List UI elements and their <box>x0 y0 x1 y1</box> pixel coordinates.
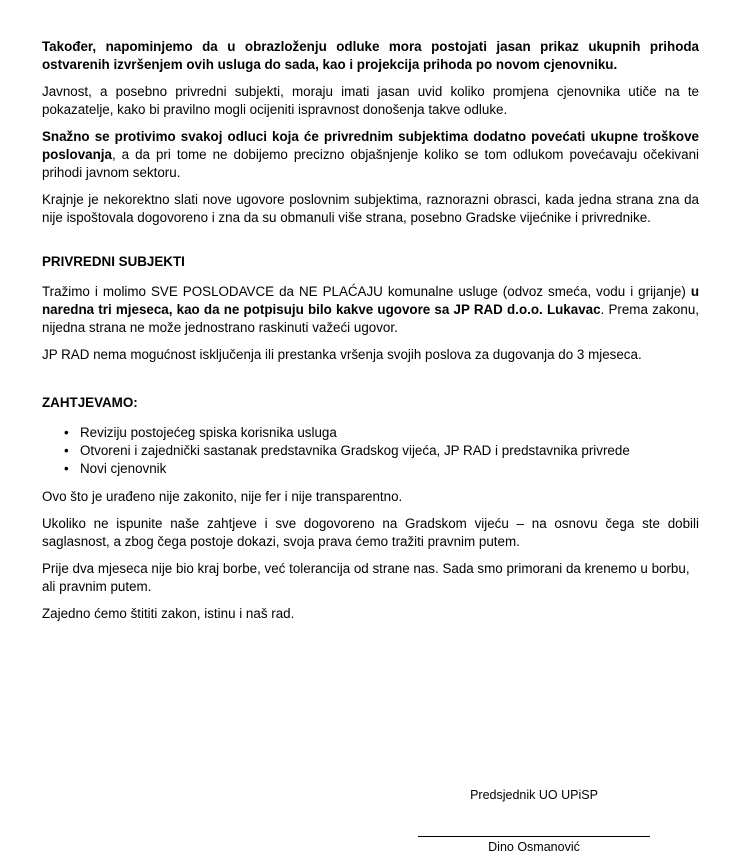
employers-request-bold: u naredna tri mjeseca, kao da ne potpisuju bilo kakve ugovore sa JP RAD d.o.o. Lukavac <box>42 284 699 317</box>
document-body <box>42 38 699 632</box>
list-item <box>66 424 699 442</box>
paragraph-employers-request <box>42 283 699 337</box>
demand-text: Otvoreni i zajednički sastanak predstavnika Gradskog vijeća, JP RAD i predstavnika privrede <box>80 443 630 458</box>
paragraph-two-months: Prije dva mjeseca nije bio kraj borbe, već tolerancija od strane nas. Sada smo primorani da krenemo u borbu, ali pravnim putem. <box>42 561 690 594</box>
bullet-icon: • <box>64 443 69 458</box>
heading-zahtjevamo: ZAHTJEVAMO: <box>42 395 138 410</box>
heading-privredni-subjekti: PRIVREDNI SUBJEKTI <box>42 254 185 269</box>
opposition-rest-text: , a da pri tome ne dobijemo precizno objašnjenje koliko se tom odlukom povećavaju očekivani prihodi javnom sektoru. <box>42 147 699 180</box>
paragraph-opposition <box>42 128 699 182</box>
paragraph-public-insight: Javnost, a posebno privredni subjekti, moraju imati jasan uvid koliko promjena cjenovnika utiče na te pokazatelje, kako bi pravilno mogli ocijeniti ispravnost donošenja takve odluke. <box>42 84 699 117</box>
paragraph-contracts: Krajnje je nekorektno slati nove ugovore poslovnim subjektima, raznorazni obrasci, kada jedna strana zna da nije ispoštovala dogovoreno i zna da su obmanuli više strana, posebno Gradske vijećnike i privrednike. <box>42 192 699 225</box>
paragraph-legal-action: Ukoliko ne ispunite naše zahtjeve i sve dogovoreno na Gradskom vijeću – na osnovu čega ste dobili saglasnost, a zbog čega postoje dokazi, svoja prava ćemo tražiti pravnim putem. <box>42 516 699 549</box>
opposition-bold-text: Snažno se protivimo svakoj odluci koja će privrednim subjektima dodatno povećati ukupne troškove poslovanja <box>42 129 699 162</box>
employers-request-start: Tražimo i molimo SVE POSLODAVCE da NE PLAĆAJU komunalne usluge (odvoz smeća, vodu i grijanje) <box>42 284 691 299</box>
bullet-icon: • <box>64 425 69 440</box>
employers-request-end: . Prema zakonu, nijedna strana ne može jednostrano raskinuti važeći ugovor. <box>42 302 699 335</box>
list-item <box>66 442 699 460</box>
demand-text: Novi cjenovnik <box>80 461 167 476</box>
paragraph-not-legal: Ovo što je urađeno nije zakonito, nije fer i nije transparentno. <box>42 489 403 504</box>
list-item <box>66 460 699 478</box>
paragraph-together: Zajedno ćemo štititi zakon, istinu i naš rad. <box>42 606 295 621</box>
paragraph-jp-rad-limits: JP RAD nema mogućnost isključenja ili prestanka vršenja svojih poslova za dugovanja do 3 mjeseca. <box>42 347 642 362</box>
bullet-icon: • <box>64 461 69 476</box>
intro-paragraph-revenue: Također, napominjemo da u obrazloženju odluke mora postojati jasan prikaz ukupnih prihoda ostvarenih izvršenjem ovih usluga do sada, kao i projekcija prihoda po novom cjenovniku. <box>42 39 699 72</box>
demands-list <box>42 424 699 478</box>
demand-text: Reviziju postojećeg spiska korisnika usluga <box>80 425 337 440</box>
signature-name: Dino Osmanović <box>488 840 580 854</box>
signature-title: Predsjednik UO UPiSP <box>470 788 598 802</box>
signature-line <box>418 836 650 837</box>
